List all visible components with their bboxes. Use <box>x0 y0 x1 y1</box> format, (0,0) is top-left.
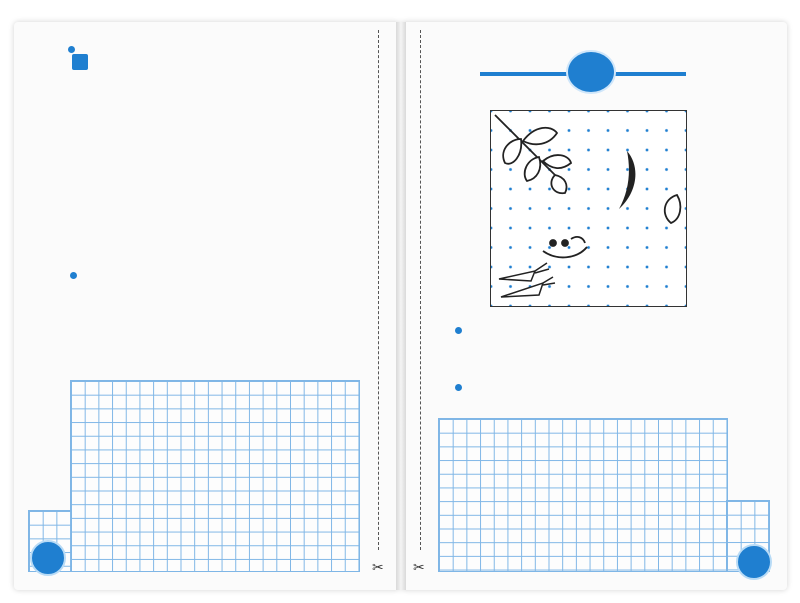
scissors-icon: ✂ <box>413 560 425 576</box>
header-number <box>566 50 616 94</box>
crescent-drawing <box>619 151 635 209</box>
left-answer-grid <box>70 380 360 572</box>
drop-drawing <box>665 195 681 223</box>
cut-line-left <box>378 30 379 550</box>
cut-line-right <box>420 30 421 550</box>
page-number-right <box>736 544 772 580</box>
branch-leaves-drawing <box>495 115 571 193</box>
book-gutter <box>396 22 406 590</box>
carrots-drawing <box>499 263 555 297</box>
dot-grid <box>490 110 687 307</box>
task-number-badge <box>72 54 88 70</box>
scissors-icon: ✂ <box>372 560 384 576</box>
task-marker-icon <box>68 46 75 53</box>
dot-grid-drawing <box>491 111 686 306</box>
face-drawing <box>543 237 587 257</box>
right-answer-grid <box>438 418 728 572</box>
page-number-left <box>30 540 66 576</box>
